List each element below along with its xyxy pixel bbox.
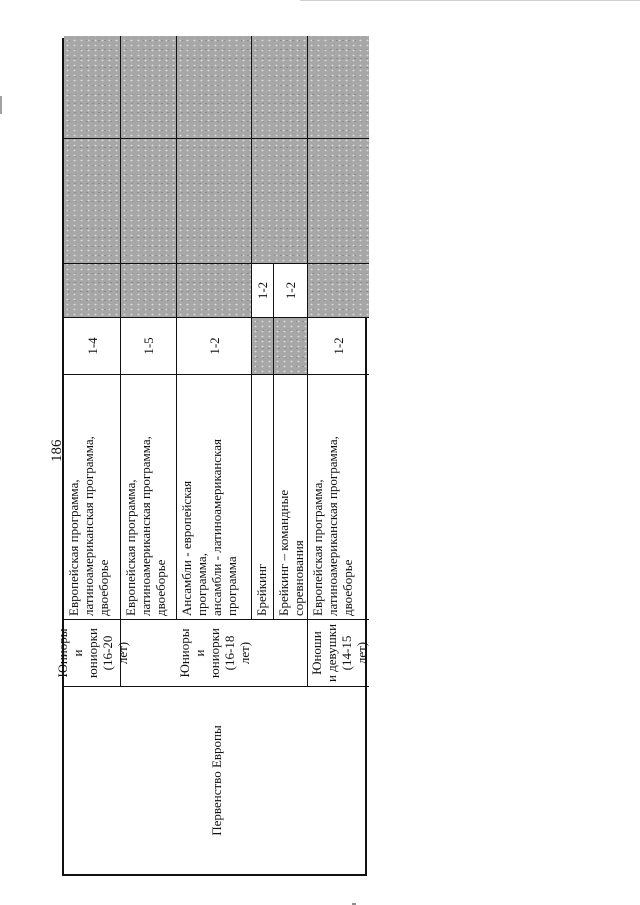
- program-cell-6: [308, 374, 369, 619]
- shaded-cell: [121, 263, 177, 317]
- shaded-cell: [308, 36, 369, 138]
- program-line: двоеборье: [96, 559, 111, 616]
- shaded-cell: [308, 138, 369, 263]
- places-cell-6: 1-2: [308, 317, 369, 374]
- shaded-cell: [252, 138, 308, 263]
- shaded-cell: [177, 36, 252, 138]
- shaded-cell: [308, 263, 369, 317]
- program-line: Европейская программа,: [66, 479, 81, 616]
- program-line: Европейская программа,: [310, 479, 325, 616]
- group-line: Юниоры: [54, 628, 70, 678]
- page-number: 186: [49, 439, 65, 462]
- program-line: латиноамериканская программа,: [325, 436, 340, 616]
- extra-cell-5: 1-2: [274, 263, 308, 317]
- group-line: (14-15 лет): [338, 635, 369, 671]
- shaded-cell: [252, 36, 308, 138]
- program-line: Брейкинг – командные: [276, 489, 291, 616]
- shaded-cell: [252, 317, 274, 374]
- event-label: Первенство Европы: [209, 725, 224, 836]
- program-cell-3: [177, 374, 252, 619]
- program-line: ансамбли - латиноамериканская: [209, 439, 224, 616]
- group-line: (16-18 лет): [221, 635, 252, 671]
- program-cell-5: [274, 374, 308, 619]
- program-line: программа,: [194, 553, 209, 616]
- group-cell-1: [54, 619, 130, 686]
- shaded-cell: [121, 138, 177, 263]
- group-cell-2: [121, 619, 308, 686]
- program-line: латиноамериканская программа,: [81, 436, 96, 616]
- group-line: Юниоры: [176, 628, 192, 678]
- program-cell-1: [64, 374, 121, 619]
- program-cell-4: [252, 374, 274, 619]
- shaded-cell: [177, 138, 252, 263]
- program-line: двоеборье: [340, 559, 355, 616]
- group-line: Юноши: [308, 631, 324, 675]
- places-cell-1: 1-4: [64, 317, 121, 374]
- shaded-cell: [274, 317, 308, 374]
- scan-artifact: [300, 0, 640, 1]
- program-line: Европейская программа,: [123, 479, 138, 616]
- program-line: программа: [224, 556, 239, 616]
- program-line: двоеборье: [153, 559, 168, 616]
- group-cell-3: [308, 619, 369, 686]
- scan-artifact: [0, 96, 2, 114]
- group-line: (16-20 лет): [99, 635, 130, 671]
- places-cell-3: 1-2: [177, 317, 252, 374]
- shaded-cell: [64, 263, 121, 317]
- group-line: и девушки: [323, 623, 339, 683]
- group-line: и юниорки: [191, 628, 222, 678]
- shaded-cell: [64, 138, 121, 263]
- shaded-cell: [64, 36, 121, 138]
- places-cell-2: 1-5: [121, 317, 177, 374]
- program-line: Ансамбли - европейская: [179, 480, 194, 616]
- program-line: соревнования: [291, 540, 306, 616]
- shaded-cell: [121, 36, 177, 138]
- shaded-cell: [177, 263, 252, 317]
- program-line: Брейкинг: [254, 563, 269, 616]
- extra-cell-4: 1-2: [252, 263, 274, 317]
- event-cell: [64, 686, 369, 874]
- program-line: латиноамериканская программа,: [138, 436, 153, 616]
- program-cell-2: [121, 374, 177, 619]
- group-line: и юниорки: [69, 628, 100, 678]
